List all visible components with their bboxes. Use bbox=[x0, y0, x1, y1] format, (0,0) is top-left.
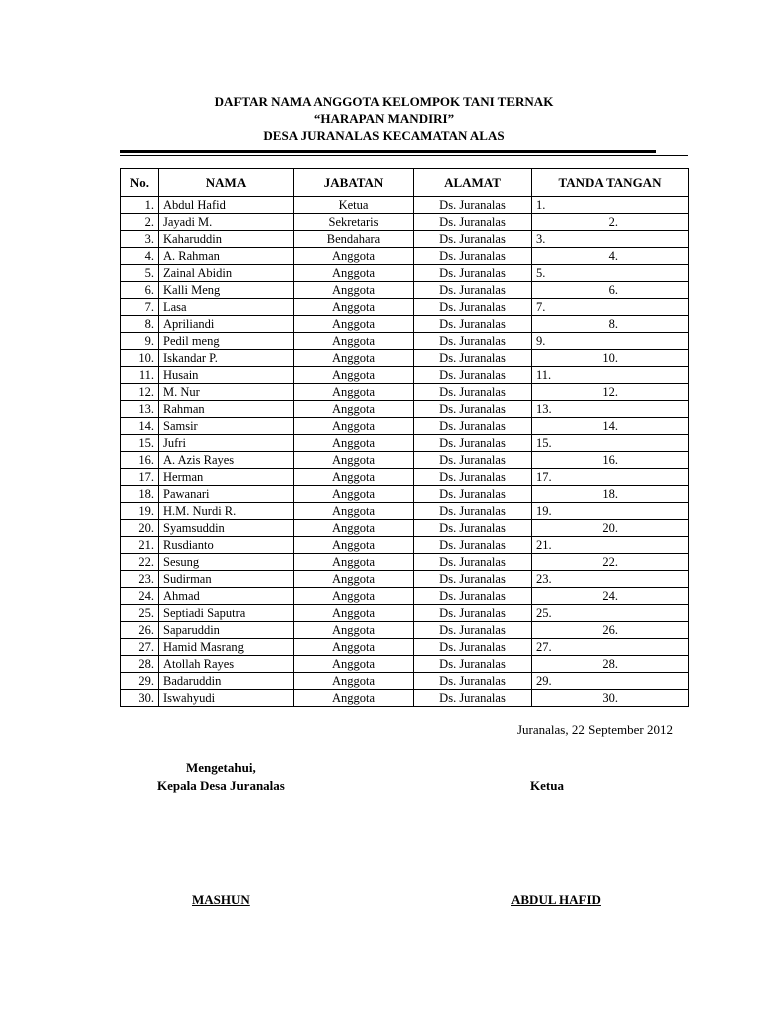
row-jabatan: Bendahara bbox=[294, 231, 414, 248]
col-header-nama: NAMA bbox=[159, 169, 294, 197]
col-header-no: No. bbox=[121, 169, 159, 197]
member-table-body bbox=[121, 197, 689, 707]
row-no: 21. bbox=[121, 537, 159, 554]
table-row bbox=[121, 588, 689, 605]
row-jabatan: Anggota bbox=[294, 656, 414, 673]
row-jabatan: Anggota bbox=[294, 503, 414, 520]
row-jabatan: Anggota bbox=[294, 333, 414, 350]
row-jabatan: Sekretaris bbox=[294, 214, 414, 231]
row-nama: Sudirman bbox=[159, 571, 294, 588]
row-nama: Husain bbox=[159, 367, 294, 384]
row-jabatan: Anggota bbox=[294, 469, 414, 486]
row-nama: Herman bbox=[159, 469, 294, 486]
table-row bbox=[121, 571, 689, 588]
row-no: 19. bbox=[121, 503, 159, 520]
row-nama: Kaharuddin bbox=[159, 231, 294, 248]
row-jabatan: Anggota bbox=[294, 520, 414, 537]
row-alamat: Ds. Juranalas bbox=[414, 282, 532, 299]
row-jabatan: Anggota bbox=[294, 537, 414, 554]
row-tanda-tangan: 6. bbox=[532, 282, 689, 299]
row-no: 15. bbox=[121, 435, 159, 452]
row-tanda-tangan: 28. bbox=[532, 656, 689, 673]
table-row bbox=[121, 231, 689, 248]
row-no: 22. bbox=[121, 554, 159, 571]
table-row bbox=[121, 605, 689, 622]
row-no: 25. bbox=[121, 605, 159, 622]
doc-title-line2: “HARAPAN MANDIRI” bbox=[313, 111, 455, 126]
row-alamat: Ds. Juranalas bbox=[414, 588, 532, 605]
row-tanda-tangan: 25. bbox=[532, 605, 689, 622]
acknowledge-label: Mengetahui, bbox=[186, 760, 256, 775]
chairman-name: ABDUL HAFID bbox=[511, 892, 601, 907]
table-row bbox=[121, 299, 689, 316]
row-no: 27. bbox=[121, 639, 159, 656]
table-row bbox=[121, 503, 689, 520]
table-row bbox=[121, 248, 689, 265]
col-header-tanda-tangan: TANDA TANGAN bbox=[532, 169, 689, 197]
row-alamat: Ds. Juranalas bbox=[414, 673, 532, 690]
row-no: 2. bbox=[121, 214, 159, 231]
row-alamat: Ds. Juranalas bbox=[414, 520, 532, 537]
doc-title-line3: DESA JURANALAS KECAMATAN ALAS bbox=[263, 128, 505, 143]
row-nama: Septiadi Saputra bbox=[159, 605, 294, 622]
row-no: 10. bbox=[121, 350, 159, 367]
row-tanda-tangan: 4. bbox=[532, 248, 689, 265]
village-head-title: Kepala Desa Juranalas bbox=[157, 778, 285, 793]
row-no: 9. bbox=[121, 333, 159, 350]
row-no: 18. bbox=[121, 486, 159, 503]
table-row bbox=[121, 469, 689, 486]
row-alamat: Ds. Juranalas bbox=[414, 656, 532, 673]
table-row bbox=[121, 520, 689, 537]
row-nama: Sesung bbox=[159, 554, 294, 571]
row-jabatan: Anggota bbox=[294, 282, 414, 299]
header-rule-thin bbox=[120, 155, 688, 156]
row-nama: Zainal Abidin bbox=[159, 265, 294, 282]
row-tanda-tangan: 7. bbox=[532, 299, 689, 316]
row-no: 23. bbox=[121, 571, 159, 588]
row-jabatan: Anggota bbox=[294, 401, 414, 418]
row-nama: M. Nur bbox=[159, 384, 294, 401]
table-row bbox=[121, 282, 689, 299]
col-header-jabatan: JABATAN bbox=[294, 169, 414, 197]
row-tanda-tangan: 29. bbox=[532, 673, 689, 690]
row-alamat: Ds. Juranalas bbox=[414, 690, 532, 707]
row-jabatan: Anggota bbox=[294, 673, 414, 690]
table-row bbox=[121, 214, 689, 231]
row-alamat: Ds. Juranalas bbox=[414, 537, 532, 554]
row-tanda-tangan: 19. bbox=[532, 503, 689, 520]
row-alamat: Ds. Juranalas bbox=[414, 265, 532, 282]
row-alamat: Ds. Juranalas bbox=[414, 554, 532, 571]
row-tanda-tangan: 2. bbox=[532, 214, 689, 231]
row-no: 12. bbox=[121, 384, 159, 401]
table-row bbox=[121, 367, 689, 384]
row-alamat: Ds. Juranalas bbox=[414, 299, 532, 316]
row-jabatan: Anggota bbox=[294, 554, 414, 571]
row-no: 1. bbox=[121, 197, 159, 214]
row-tanda-tangan: 10. bbox=[532, 350, 689, 367]
row-jabatan: Anggota bbox=[294, 435, 414, 452]
row-tanda-tangan: 18. bbox=[532, 486, 689, 503]
table-row bbox=[121, 418, 689, 435]
row-tanda-tangan: 12. bbox=[532, 384, 689, 401]
row-tanda-tangan: 1. bbox=[532, 197, 689, 214]
row-nama: Saparuddin bbox=[159, 622, 294, 639]
row-nama: Pawanari bbox=[159, 486, 294, 503]
row-tanda-tangan: 8. bbox=[532, 316, 689, 333]
row-tanda-tangan: 21. bbox=[532, 537, 689, 554]
table-row bbox=[121, 673, 689, 690]
row-no: 14. bbox=[121, 418, 159, 435]
row-nama: Rusdianto bbox=[159, 537, 294, 554]
row-nama: Jufri bbox=[159, 435, 294, 452]
village-head-name: MASHUN bbox=[192, 892, 250, 907]
row-nama: Jayadi M. bbox=[159, 214, 294, 231]
row-no: 7. bbox=[121, 299, 159, 316]
row-jabatan: Anggota bbox=[294, 350, 414, 367]
row-jabatan: Anggota bbox=[294, 486, 414, 503]
row-tanda-tangan: 26. bbox=[532, 622, 689, 639]
row-jabatan: Anggota bbox=[294, 316, 414, 333]
row-nama: Badaruddin bbox=[159, 673, 294, 690]
row-nama: Samsir bbox=[159, 418, 294, 435]
row-no: 20. bbox=[121, 520, 159, 537]
row-alamat: Ds. Juranalas bbox=[414, 333, 532, 350]
row-no: 5. bbox=[121, 265, 159, 282]
row-tanda-tangan: 22. bbox=[532, 554, 689, 571]
chairman-title: Ketua bbox=[530, 778, 564, 793]
table-row bbox=[121, 452, 689, 469]
row-nama: H.M. Nurdi R. bbox=[159, 503, 294, 520]
header-rule-thick bbox=[120, 150, 656, 153]
row-alamat: Ds. Juranalas bbox=[414, 622, 532, 639]
row-alamat: Ds. Juranalas bbox=[414, 401, 532, 418]
row-jabatan: Anggota bbox=[294, 690, 414, 707]
member-table bbox=[120, 168, 689, 707]
place-date: Juranalas, 22 September 2012 bbox=[517, 722, 673, 737]
row-alamat: Ds. Juranalas bbox=[414, 503, 532, 520]
table-row bbox=[121, 639, 689, 656]
row-jabatan: Anggota bbox=[294, 605, 414, 622]
row-tanda-tangan: 30. bbox=[532, 690, 689, 707]
row-tanda-tangan: 27. bbox=[532, 639, 689, 656]
row-tanda-tangan: 16. bbox=[532, 452, 689, 469]
row-tanda-tangan: 17. bbox=[532, 469, 689, 486]
row-alamat: Ds. Juranalas bbox=[414, 639, 532, 656]
table-row bbox=[121, 690, 689, 707]
row-alamat: Ds. Juranalas bbox=[414, 435, 532, 452]
row-alamat: Ds. Juranalas bbox=[414, 350, 532, 367]
row-alamat: Ds. Juranalas bbox=[414, 486, 532, 503]
row-tanda-tangan: 9. bbox=[532, 333, 689, 350]
row-nama: Apriliandi bbox=[159, 316, 294, 333]
row-alamat: Ds. Juranalas bbox=[414, 384, 532, 401]
table-row bbox=[121, 316, 689, 333]
row-tanda-tangan: 13. bbox=[532, 401, 689, 418]
table-row bbox=[121, 350, 689, 367]
table-row bbox=[121, 265, 689, 282]
table-header-row bbox=[121, 169, 689, 197]
row-no: 6. bbox=[121, 282, 159, 299]
row-jabatan: Anggota bbox=[294, 622, 414, 639]
row-alamat: Ds. Juranalas bbox=[414, 452, 532, 469]
row-nama: Abdul Hafid bbox=[159, 197, 294, 214]
row-tanda-tangan: 11. bbox=[532, 367, 689, 384]
doc-title-line1: DAFTAR NAMA ANGGOTA KELOMPOK TANI TERNAK bbox=[214, 94, 554, 109]
table-row bbox=[121, 622, 689, 639]
row-jabatan: Ketua bbox=[294, 197, 414, 214]
row-alamat: Ds. Juranalas bbox=[414, 231, 532, 248]
table-row bbox=[121, 197, 689, 214]
row-alamat: Ds. Juranalas bbox=[414, 367, 532, 384]
row-alamat: Ds. Juranalas bbox=[414, 248, 532, 265]
table-row bbox=[121, 537, 689, 554]
table-row bbox=[121, 435, 689, 452]
row-jabatan: Anggota bbox=[294, 265, 414, 282]
row-no: 30. bbox=[121, 690, 159, 707]
row-nama: Rahman bbox=[159, 401, 294, 418]
row-jabatan: Anggota bbox=[294, 248, 414, 265]
row-jabatan: Anggota bbox=[294, 588, 414, 605]
row-no: 26. bbox=[121, 622, 159, 639]
row-no: 28. bbox=[121, 656, 159, 673]
row-no: 11. bbox=[121, 367, 159, 384]
row-jabatan: Anggota bbox=[294, 367, 414, 384]
row-nama: Hamid Masrang bbox=[159, 639, 294, 656]
row-tanda-tangan: 5. bbox=[532, 265, 689, 282]
row-alamat: Ds. Juranalas bbox=[414, 605, 532, 622]
row-nama: Syamsuddin bbox=[159, 520, 294, 537]
row-nama: A. Rahman bbox=[159, 248, 294, 265]
row-alamat: Ds. Juranalas bbox=[414, 469, 532, 486]
row-jabatan: Anggota bbox=[294, 639, 414, 656]
table-row bbox=[121, 401, 689, 418]
row-no: 24. bbox=[121, 588, 159, 605]
row-tanda-tangan: 24. bbox=[532, 588, 689, 605]
row-no: 29. bbox=[121, 673, 159, 690]
row-no: 16. bbox=[121, 452, 159, 469]
row-nama: Atollah Rayes bbox=[159, 656, 294, 673]
col-header-alamat: ALAMAT bbox=[414, 169, 532, 197]
row-jabatan: Anggota bbox=[294, 452, 414, 469]
row-nama: Pedil meng bbox=[159, 333, 294, 350]
row-alamat: Ds. Juranalas bbox=[414, 197, 532, 214]
row-jabatan: Anggota bbox=[294, 384, 414, 401]
table-row bbox=[121, 384, 689, 401]
row-tanda-tangan: 14. bbox=[532, 418, 689, 435]
table-row bbox=[121, 486, 689, 503]
row-no: 17. bbox=[121, 469, 159, 486]
row-jabatan: Anggota bbox=[294, 571, 414, 588]
row-alamat: Ds. Juranalas bbox=[414, 214, 532, 231]
row-nama: Iswahyudi bbox=[159, 690, 294, 707]
table-row bbox=[121, 333, 689, 350]
row-no: 4. bbox=[121, 248, 159, 265]
row-alamat: Ds. Juranalas bbox=[414, 316, 532, 333]
row-no: 13. bbox=[121, 401, 159, 418]
row-jabatan: Anggota bbox=[294, 299, 414, 316]
table-row bbox=[121, 554, 689, 571]
row-nama: Iskandar P. bbox=[159, 350, 294, 367]
row-nama: Lasa bbox=[159, 299, 294, 316]
row-jabatan: Anggota bbox=[294, 418, 414, 435]
row-nama: Ahmad bbox=[159, 588, 294, 605]
row-nama: A. Azis Rayes bbox=[159, 452, 294, 469]
row-alamat: Ds. Juranalas bbox=[414, 418, 532, 435]
row-tanda-tangan: 20. bbox=[532, 520, 689, 537]
row-tanda-tangan: 3. bbox=[532, 231, 689, 248]
row-tanda-tangan: 23. bbox=[532, 571, 689, 588]
row-tanda-tangan: 15. bbox=[532, 435, 689, 452]
row-no: 8. bbox=[121, 316, 159, 333]
row-alamat: Ds. Juranalas bbox=[414, 571, 532, 588]
table-row bbox=[121, 656, 689, 673]
row-nama: Kalli Meng bbox=[159, 282, 294, 299]
row-no: 3. bbox=[121, 231, 159, 248]
